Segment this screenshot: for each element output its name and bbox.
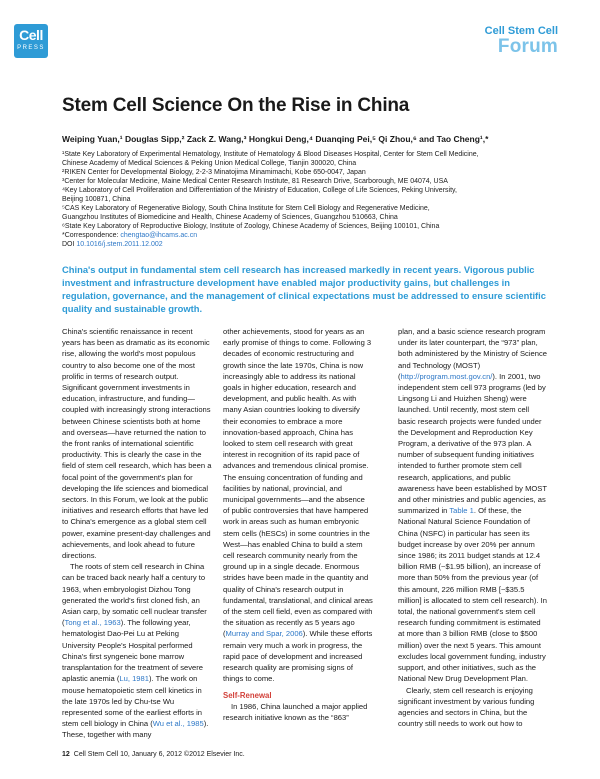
paragraph: other achievements, stood for years as an early promise of things to come. Following 3 decades of economic restructuring and growth since the late 1970s, China is now increasingly able to address its national goals in higher education, research and development, and public health. As with many Asian countries looking to diversify their economies to embrace a more innovation-based approach, China has looked to stem cell research with great interest in recognition of its rapid pace of advances and tremendous clinical promise. The ensuing concentration of funding and facilities by national, provincial, and municipal governments—and the absence of public controversies that have hampered work in areas such as human embryonic stem cells (hESCs) in some countries in the West—has enabled China to build a stem cell research community nearly from the ground up in a single decade. Enormous strides have been made in the quantity and quality of China's research output in fundamental, translational, and clinical areas of the stem cell field, even as compared with the situation as recently as 5 years ago (Murray and Spar, 2006). While these efforts remain very much a work in progress, the rapid pace of development and increased research quality are promising signs of things to come. — [223, 327, 373, 684]
body-column-1 — [62, 326, 212, 741]
correspondence-email-link[interactable]: chengtao@ihcams.ac.cn — [120, 232, 198, 239]
page-footer — [62, 751, 245, 758]
page-number: 12 — [62, 751, 70, 758]
affiliation-line: ³Center for Molecular Medicine, Maine Medical Center Research Institute, 81 Research Drive, Scarborough, ME 04074, USA — [62, 178, 448, 185]
paragraph: The roots of stem cell research in China can be traced back nearly half a century to 1963, when embryologist Dizhou Tong generated the world's first cloned fish, an Asian carp, by somatic cell nuclear transfer (Tong et al., 1963). The following year, hematologist Dao-Pei Lu at Peking University People's Hospital performed China's first syngeneic bone marrow transplantation for the treatment of severe aplastic anemia (Lu, 1981). The work on mouse hematopoietic stem cell kinetics in the late 1970s led by Chu-tse Wu represented some of the earliest efforts in stem cell biology in China (Wu et al., 1985). These, together with many — [62, 562, 209, 740]
abstract: China's output in fundamental stem cell research has increased markedly in recent years. Vigorous public investment and infrastructure development have enabled major productivity gains, but challenges in regulation, governance, and the management of clinical expectations must be addressed to ensure scientific quality and sustainable growth. — [62, 264, 546, 314]
article-title: Stem Cell Science On the Rise in China — [62, 95, 410, 116]
author-list: Weiping Yuan,¹ Douglas Sipp,² Zack Z. Wang,³ Hongkui Deng,⁴ Duanqing Pei,⁵ Qi Zhou,⁶ and Tao Cheng¹,* — [62, 134, 489, 144]
section-heading: Self-Renewal — [223, 690, 272, 700]
section-name: Forum — [497, 36, 558, 57]
logo-press: PRESS — [17, 45, 45, 51]
affiliation-line: ⁴Key Laboratory of Cell Proliferation and Differentiation of the Ministry of Education, College of Life Sciences, Peking University, — [62, 187, 457, 194]
journal-name: Cell Stem Cell — [484, 25, 558, 37]
paragraph: China's scientific renaissance in recent years has been as dramatic as its economic rise, allowing the world's most populous country to also become one of the most prolific in terms of research output. Significant government investments in education, infrastructure, and funding—coupled with increasingly strong interactions between Chinese scientists both at home and overseas—have returned the nation to the front ranks of international scientific productivity. This is clearly the case in the field of stem cell research, which has been a focal point of the government's plan for developing the life sciences and biomedical sectors. In this Forum, we look at the public initiatives and research efforts that have led to China's emergence as a global stem cell power, examine present-day challenges and achievements, and look ahead to future directions. — [62, 327, 212, 561]
citation-link[interactable]: Lu, 1981 — [119, 674, 149, 684]
affiliation-line: Guangzhou Institutes of Biomedicine and Health, Chinese Academy of Sciences, Guangzhou 510663, China — [62, 214, 398, 221]
paragraph: In 1986, China launched a major applied research initiative known as the “863” — [223, 701, 368, 722]
affiliation-line: ⁵CAS Key Laboratory of Regenerative Biology, South China Institute for Stem Cell Biology and Regenerative Medicine, — [62, 205, 430, 212]
footer-citation: Cell Stem Cell 10, January 6, 2012 ©2012 Elsevier Inc. — [73, 751, 245, 758]
paragraph: Clearly, stem cell research is enjoying significant investment by various funding agencies and sectors in China, but the country still needs to work out how to — [398, 685, 535, 729]
correspondence-label: *Correspondence: — [62, 232, 121, 239]
table-link[interactable]: Table 1 — [449, 506, 474, 516]
logo-word: Cell — [19, 27, 43, 43]
affiliation-line: Chinese Academy of Medical Sciences & Peking Union Medical College, Tianjin 300020, China — [62, 160, 357, 167]
citation-link[interactable]: Tong et al., 1963 — [64, 618, 121, 628]
affiliation-line: ²RIKEN Center for Developmental Biology, 2-2-3 Minatojima Minamimachi, Kobe 650-0047, Japan — [62, 169, 366, 176]
body-column-3 — [398, 326, 548, 729]
affiliation-line: ¹State Key Laboratory of Experimental Hematology, Institute of Hematology & Blood Diseases Hospital, Center for Stem Cell Medicine, — [62, 151, 479, 158]
affiliation-line: Beijing 100871, China — [62, 196, 131, 203]
url-link[interactable]: http://program.most.gov.cn/ — [400, 371, 493, 381]
affiliation-line: ⁶State Key Laboratory of Reproductive Biology, Institute of Zoology, Chinese Academy of Sciences, Beijing 100101, China — [62, 223, 440, 230]
cell-press-logo — [14, 24, 48, 58]
paragraph: plan, and a basic science research program under its later counterpart, the “973” plan, both administered by the Ministry of Science and Technology (MOST) (http://program.most.gov.cn/). In 2001, two independent stem cell 973 programs (led by Lingsong Li and Huizhen Sheng) were launched. Until recently, most stem cell basic research projects were funded under the Development and Reproduction Key Program, a derivative of the 973 plan. A number of subsequent funding initiatives intended to further promote stem cell research, applications, and public awareness have been established by MOST and other ministries and public agencies, as summarized in Table 1. Of these, the National Natural Science Foundation of China (NSFC) in particular has seen its budget increase by over 20% per annum since 1986; its 2011 budget stands at 12.4 billion RMB (~$1.95 billion), an increase of more than 50% from the previous year (of this amount, 226 million RMB [~$35.5 million] is allocated to stem cell research). In total, the national government's stem cell research funding commitment is estimated at more than 3 billion RMB (close to $500 million) over the next 5 years. This amount excludes local government funding, industry support, and other initiatives, such as the National New Drug Development Plan. — [398, 327, 547, 684]
body-column-2 — [223, 326, 373, 723]
doi-label: DOI — [62, 241, 77, 248]
citation-link[interactable]: Wu et al., 1985 — [152, 719, 204, 729]
citation-link[interactable]: Murray and Spar, 2006 — [225, 629, 303, 639]
doi-line — [62, 240, 552, 250]
doi-link[interactable]: 10.1016/j.stem.2011.12.002 — [76, 241, 163, 248]
